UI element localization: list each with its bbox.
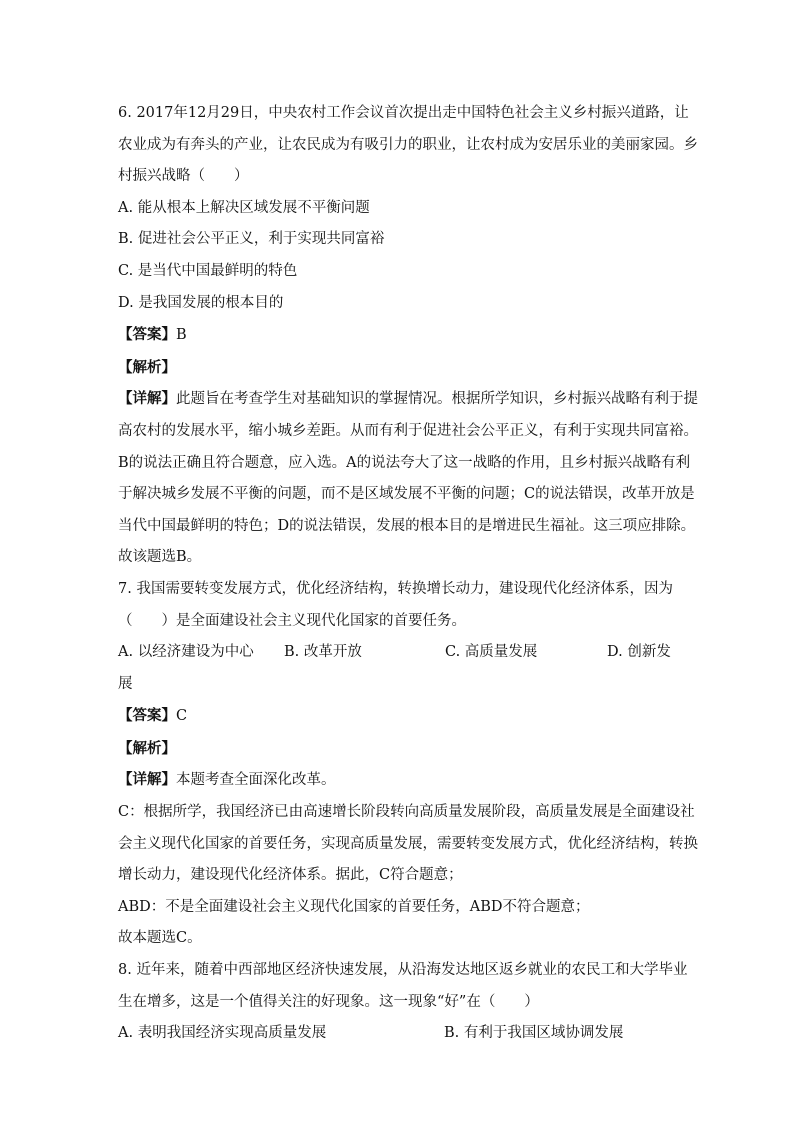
detail-line: 故该题选B。 xyxy=(118,549,202,566)
detail-line: C：根据所学，我国经济已由高速增长阶段转向高质量发展阶段，高质量发展是全面建设社 xyxy=(118,804,695,821)
option-d: D. 创新发 xyxy=(607,644,671,661)
answer-line xyxy=(118,319,678,352)
detail-text: 此题旨在考查学生对基础知识的掌握情况。根据所学知识，乡村振兴战略有利于提 xyxy=(176,391,698,408)
question-stem-line: 农业成为有奔头的产业，让农民成为有吸引力的职业，让农村成为安居乐业的美丽家园。乡 xyxy=(118,136,698,153)
question-7 xyxy=(118,574,698,955)
document-page xyxy=(118,98,698,1050)
analysis-tag: 【解析】 xyxy=(118,358,176,376)
option-d: D. 是我国发展的根本目的 xyxy=(118,294,284,311)
option-a: A. 以经济建设为中心 xyxy=(118,644,254,661)
answer-line xyxy=(118,700,678,733)
option-b: B. 促进社会公平正义，利于实现共同富裕 xyxy=(118,231,385,248)
question-stem-line: 6. 2017年12月29日，中央农村工作会议首次提出走中国特色社会主义乡村振兴道路，让 xyxy=(118,105,689,121)
option-b: B. 有利于我国区域协调发展 xyxy=(444,1025,624,1042)
question-stem-line: 8. 近年来，随着中西部地区经济快速发展，从沿海发达地区返乡就业的农民工和大学毕业 xyxy=(118,962,688,979)
question-6 xyxy=(118,98,698,574)
option-a: A. 能从根本上解决区域发展不平衡问题 xyxy=(118,199,370,216)
options-row xyxy=(118,637,678,669)
detail-line: ABD：不是全面建设社会主义现代化国家的首要任务，ABD不符合题意； xyxy=(118,898,590,915)
detail-line: 会主义现代化国家的首要任务，实现高质量发展，需要转变发展方式，优化经济结构，转换 xyxy=(118,835,698,852)
detail-line: 增长动力，建设现代化经济体系。据此，C符合题意； xyxy=(118,867,463,884)
detail-tag: 【详解】 xyxy=(118,390,176,408)
options-row xyxy=(118,1018,678,1050)
option-c: C. 高质量发展 xyxy=(445,644,538,661)
detail-text: 本题考查全面深化改革。 xyxy=(176,772,336,789)
detail-line: 高农村的发展水平，缩小城乡差距。从而有利于促进社会公平正义，有利于实现共同富裕。 xyxy=(118,422,698,439)
answer-value: C xyxy=(176,708,188,725)
detail-line: 当代中国最鲜明的特色；D的说法错误，发展的根本目的是增进民生福祉。这三项应排除。 xyxy=(118,517,696,534)
detail-line xyxy=(118,383,698,416)
detail-line xyxy=(118,764,678,797)
question-stem-line: 生在增多，这是一个值得关注的好现象。这一现象“好”在（ ） xyxy=(118,993,539,1010)
answer-tag: 【答案】 xyxy=(118,326,176,344)
option-d-continuation: 展 xyxy=(118,675,133,692)
detail-line: 于解决城乡发展不平衡的问题，而不是区域发展不平衡的问题；C的说法错误，改革开放是 xyxy=(118,486,695,503)
detail-tag: 【详解】 xyxy=(118,771,176,789)
question-8 xyxy=(118,955,688,1050)
question-stem-line: 7. 我国需要转变发展方式，优化经济结构，转换增长动力，建设现代化经济体系，因为 xyxy=(118,580,673,597)
answer-value: B xyxy=(176,327,187,344)
detail-line: B的说法正确且符合题意，应入选。A的说法夸大了这一战略的作用，且乡村振兴战略有利 xyxy=(118,454,691,471)
analysis-tag: 【解析】 xyxy=(118,739,176,757)
question-stem-line: 村振兴战略（ ） xyxy=(118,168,249,185)
option-b: B. 改革开放 xyxy=(284,644,362,661)
question-stem-line: （ ）是全面建设社会主义现代化国家的首要任务。 xyxy=(118,612,466,629)
detail-line: 故本题选C。 xyxy=(118,930,202,947)
option-c: C. 是当代中国最鲜明的特色 xyxy=(118,262,298,279)
answer-tag: 【答案】 xyxy=(118,707,176,725)
option-a: A. 表明我国经济实现高质量发展 xyxy=(118,1025,327,1042)
